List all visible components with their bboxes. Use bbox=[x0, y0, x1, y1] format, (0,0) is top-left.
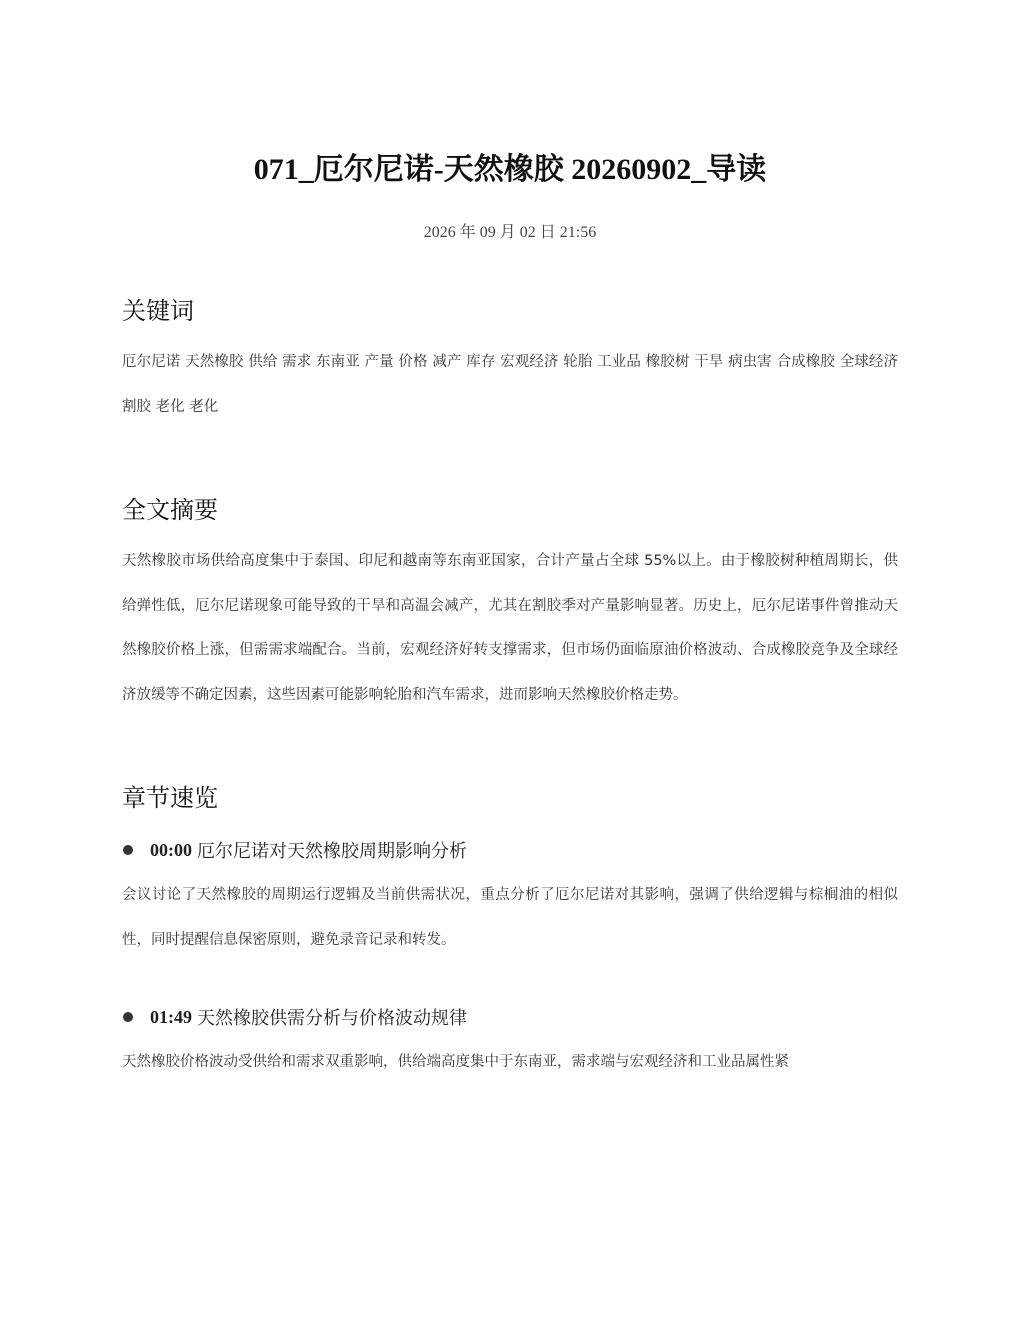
document-date: 2026 年 09 月 02 日 21:56 bbox=[423, 224, 597, 241]
summary-text: 天然橡胶市场供给高度集中于泰国、印尼和越南等东南亚国家，合计产量占全球 55%以上。由于橡胶树种植周期长，供给弹性低，厄尔尼诺现象可能导致的干旱和高温会减产，尤其在割胶季对产量影响显著。历史上，厄尔尼诺事件曾推动天然橡胶价格上涨，但需需求端配合。当前，宏观经济好转支撑需求，但市场仍面临原油价格波动、合成橡胶竞争及全球经济放缓等不确定因素，这些因素可能影响轮胎和汽车需求，进而影响天然橡胶价格走势。 bbox=[122, 553, 898, 703]
chapters-section bbox=[122, 783, 898, 1085]
chapter-header bbox=[122, 835, 898, 865]
keywords-section bbox=[122, 296, 898, 429]
summary-section bbox=[122, 495, 898, 717]
chapter-timestamp: 01:49 bbox=[150, 1006, 192, 1027]
chapter-item bbox=[122, 1002, 898, 1085]
keywords-text: 厄尔尼诺 天然橡胶 供给 需求 东南亚 产量 价格 减产 库存 宏观经济 轮胎 工业品 橡胶树 干旱 病虫害 合成橡胶 全球经济 割胶 老化 老化 bbox=[122, 354, 898, 415]
chapter-timestamp: 00:00 bbox=[150, 839, 192, 860]
document-title: 071_厄尔尼诺-天然橡胶 20260902_导读 bbox=[253, 153, 767, 186]
bullet-icon bbox=[123, 1012, 133, 1022]
chapters-heading: 章节速览 bbox=[122, 786, 218, 812]
chapter-header bbox=[122, 1002, 898, 1032]
chapter-description: 会议讨论了天然橡胶的周期运行逻辑及当前供需状况，重点分析了厄尔尼诺对其影响，强调了供给逻辑与棕榈油的相似性，同时提醒信息保密原则，避免录音记录和转发。 bbox=[122, 887, 898, 948]
chapter-title: 天然橡胶供需分析与价格波动规律 bbox=[197, 1008, 467, 1028]
chapter-item bbox=[122, 835, 898, 962]
bullet-icon bbox=[123, 845, 133, 855]
chapter-title: 厄尔尼诺对天然橡胶周期影响分析 bbox=[197, 841, 467, 861]
keywords-heading: 关键词 bbox=[122, 299, 194, 325]
chapter-description: 天然橡胶价格波动受供给和需求双重影响，供给端高度集中于东南亚，需求端与宏观经济和工业品属性紧 bbox=[122, 1054, 789, 1070]
summary-heading: 全文摘要 bbox=[122, 498, 218, 524]
